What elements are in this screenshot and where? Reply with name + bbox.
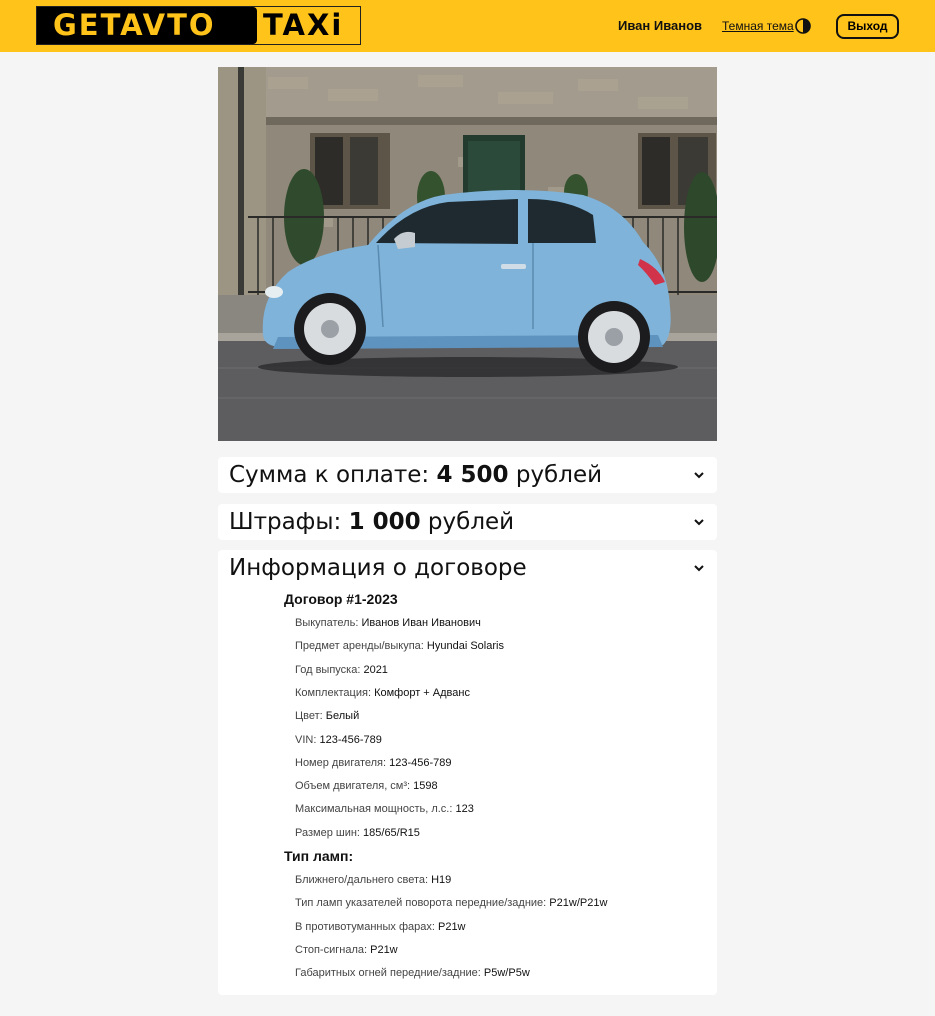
info-row-value: 2021	[363, 663, 388, 676]
theme-toggle-link[interactable]: Темная тема	[722, 19, 794, 33]
info-row-value: P21w	[370, 943, 398, 956]
fines-currency: рублей	[427, 509, 515, 535]
info-row	[295, 733, 382, 747]
payment-currency: рублей	[515, 462, 603, 488]
contract-title[interactable]: Информация о договоре	[229, 555, 527, 581]
info-row-label: Максимальная мощность, л.с.:	[295, 803, 453, 816]
contract-number-heading: Договор #1-2023	[284, 591, 398, 607]
chevron-down-icon[interactable]	[692, 515, 706, 529]
chevron-down-icon[interactable]	[692, 561, 706, 575]
info-row	[295, 686, 470, 700]
info-row-value: P21w	[437, 920, 466, 933]
info-row	[295, 709, 359, 723]
payment-panel[interactable]	[218, 457, 717, 493]
info-row-value: Белый	[325, 710, 360, 723]
info-row	[295, 873, 451, 887]
info-row-label: Габаритных огней передние/задние:	[295, 967, 481, 980]
info-row-label: VIN:	[295, 733, 317, 746]
info-row-label: Тип ламп указателей поворота передние/задние:	[295, 897, 547, 910]
info-row-label: Цвет:	[295, 710, 323, 723]
fines-title	[229, 508, 514, 536]
fines-amount: 1 000	[348, 509, 421, 535]
car-photo	[218, 67, 717, 441]
info-row	[295, 966, 530, 980]
logout-button[interactable]: Выход	[836, 14, 899, 39]
info-row	[295, 943, 398, 957]
info-row	[295, 802, 474, 816]
logo-separator	[249, 7, 257, 44]
info-row-value: 1598	[413, 780, 438, 793]
info-row-value: P21w/P21w	[549, 897, 608, 910]
user-name[interactable]: Иван Иванов	[618, 18, 703, 33]
info-row-label: Год выпуска:	[295, 663, 361, 676]
info-row	[295, 920, 466, 934]
info-row	[295, 896, 607, 910]
fines-label: Штрафы:	[229, 509, 342, 535]
info-row-label: Предмет аренды/выкупа:	[295, 640, 424, 653]
info-row	[295, 663, 388, 677]
info-row-label: Ближнего/дальнего света:	[295, 874, 429, 886]
info-row-label: Комплектация:	[295, 686, 372, 699]
logo-text-right: TAXi	[263, 8, 344, 42]
info-row-value: 123-456-789	[389, 756, 452, 769]
info-row-value: Hyundai Solaris	[426, 640, 504, 653]
info-row-value: 123	[455, 803, 474, 816]
logo[interactable]	[36, 6, 361, 45]
info-row-label: Выкупатель:	[295, 617, 359, 629]
logo-text-left: GETAVTO	[37, 7, 249, 44]
lamps-heading: Тип ламп:	[284, 848, 354, 864]
half-circle-icon[interactable]	[795, 18, 811, 34]
info-row	[295, 826, 420, 840]
info-row-label: Стоп-сигнала:	[295, 943, 368, 956]
info-row-value: P5w/P5w	[483, 967, 530, 980]
payment-title	[229, 461, 602, 489]
info-row	[295, 616, 481, 630]
info-row-label: Номер двигателя:	[295, 756, 387, 769]
info-row-label: Размер шин:	[295, 826, 360, 839]
payment-amount: 4 500	[436, 462, 509, 488]
payment-label: Сумма к оплате:	[229, 462, 430, 488]
info-row-label: В противотуманных фарах:	[295, 920, 435, 933]
top-header	[0, 0, 935, 52]
info-row-value: 185/65/R15	[363, 826, 420, 839]
info-row-label: Объем двигателя, см³:	[295, 780, 411, 793]
fines-panel[interactable]	[218, 504, 717, 540]
info-row	[295, 756, 452, 770]
info-row-value: 123-456-789	[319, 733, 382, 746]
chevron-down-icon[interactable]	[692, 468, 706, 482]
info-row-value: Комфорт + Адванс	[374, 686, 470, 699]
info-row-value: Иванов Иван Иванович	[361, 617, 481, 629]
info-row	[295, 779, 438, 793]
info-row	[295, 639, 504, 653]
info-row-value: H19	[431, 874, 452, 886]
contract-panel	[218, 550, 717, 995]
